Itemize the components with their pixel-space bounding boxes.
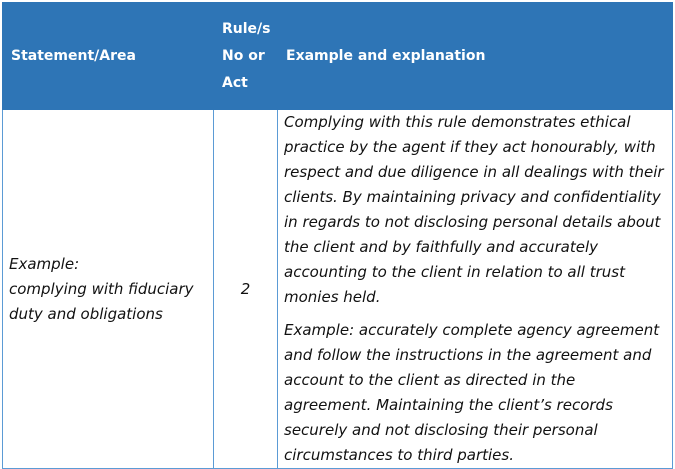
header-rule-line3: Act: [222, 74, 248, 91]
cell-explanation: [278, 110, 673, 469]
header-rule-number: [214, 3, 278, 110]
header-row: [3, 3, 673, 110]
area-description: complying with fiduciary duty and obligations: [9, 279, 194, 323]
explanation-paragraph-1: Complying with this rule demonstrates ethical practice by the agent if they act honourably, with respect and due diligence in all dealings with their clients. By maintaining privacy and confidentiality in regards to not disclosing personal details about the client and by faithfully and accurately accounting to the client in relation to all trust monies held.: [284, 113, 664, 306]
header-rule-line2: No or: [222, 47, 265, 64]
rules-table: [2, 2, 673, 469]
area-label: Example:: [9, 254, 80, 273]
table-row: [3, 110, 673, 469]
header-example-explanation: Example and explanation: [278, 3, 673, 110]
header-statement-area: Statement/Area: [3, 3, 214, 110]
cell-rule-number: 2: [214, 110, 278, 469]
cell-statement-area: [3, 110, 214, 469]
explanation-paragraph-2: Example: accurately complete agency agreement and follow the instructions in the agreement and account to the client as directed in the agreement. Maintaining the client’s records securely and not disclosing their personal circumstances to third parties.: [284, 321, 660, 464]
header-rule-line1: Rule/s: [222, 20, 271, 37]
